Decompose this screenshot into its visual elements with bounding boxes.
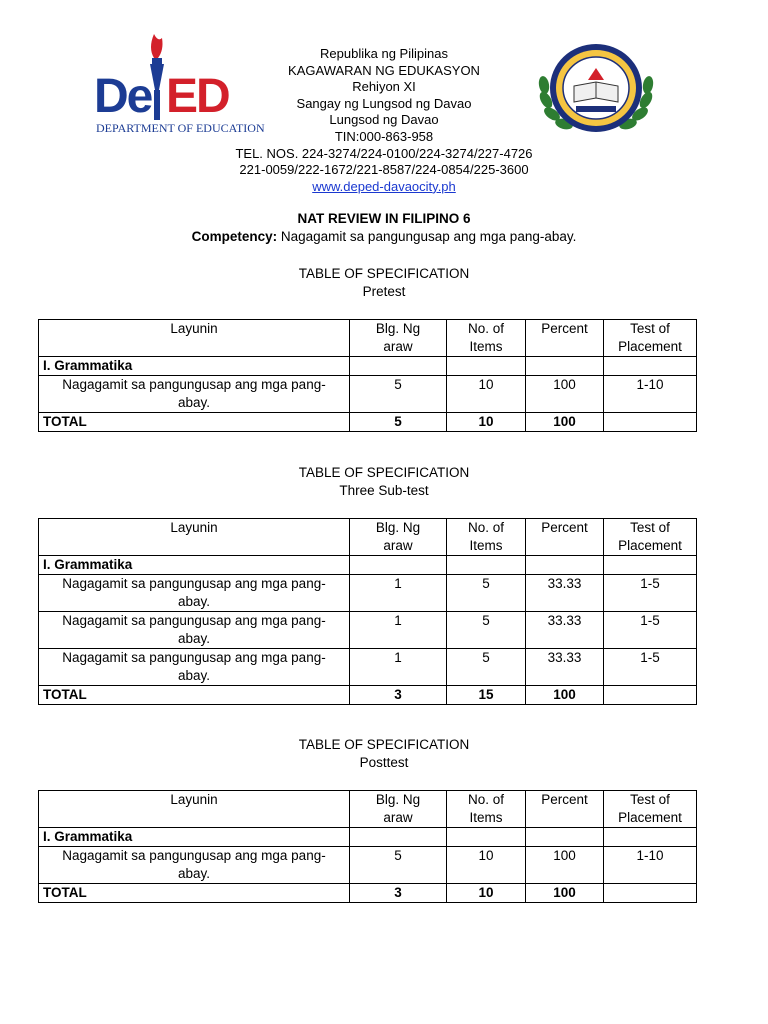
row-layunin: Nagagamit sa pangungusap ang mga pang- abay.: [39, 847, 350, 884]
letterhead-tel-1: TEL. NOS. 224-3274/224-0100/224-3274/227-4726: [235, 145, 533, 161]
total-row: [39, 686, 697, 705]
total-label: TOTAL: [39, 686, 350, 705]
table-row: [39, 847, 697, 884]
table-row: [39, 376, 697, 413]
table-row: [39, 575, 697, 612]
header-percent: Percent: [526, 791, 604, 828]
total-days: 3: [350, 884, 447, 903]
row-placement: 1-10: [604, 376, 697, 413]
letterhead-city: Lungsod ng Davao: [329, 112, 439, 128]
row-placement: 1-5: [604, 612, 697, 649]
header-percent: Percent: [526, 320, 604, 357]
table-header-row: [39, 519, 697, 556]
table-1-heading: [0, 265, 768, 301]
competency-text: Nagagamit sa pangungusap ang mga pang-abay.: [277, 229, 577, 244]
row-percent: 100: [526, 847, 604, 884]
table-3-heading: [0, 736, 768, 772]
header-test-of-placement: Test of Placement: [604, 320, 697, 357]
table-2-title: TABLE OF SPECIFICATION: [298, 465, 470, 480]
row-percent: 33.33: [526, 575, 604, 612]
total-percent: 100: [526, 884, 604, 903]
header-blg-ng-araw: Blg. Ng araw: [350, 791, 447, 828]
section-label: I. Grammatika: [39, 828, 350, 847]
total-label: TOTAL: [39, 413, 350, 432]
competency-line: [0, 228, 768, 246]
section-label: I. Grammatika: [39, 357, 350, 376]
total-label: TOTAL: [39, 884, 350, 903]
header-percent: Percent: [526, 519, 604, 556]
header-test-of-placement: Test of Placement: [604, 791, 697, 828]
table-3-title: TABLE OF SPECIFICATION: [298, 737, 470, 752]
row-days: 5: [350, 847, 447, 884]
total-items: 10: [447, 413, 526, 432]
header-no-of-items: No. of Items: [447, 791, 526, 828]
row-items: 10: [447, 376, 526, 413]
row-layunin: Nagagamit sa pangungusap ang mga pang- abay.: [39, 575, 350, 612]
three-subtest-table: [38, 518, 697, 705]
total-row: [39, 413, 697, 432]
row-items: 5: [447, 575, 526, 612]
table-3-subtitle: Posttest: [359, 755, 409, 770]
total-percent: 100: [526, 686, 604, 705]
table-header-row: [39, 791, 697, 828]
row-layunin: Nagagamit sa pangungusap ang mga pang- abay.: [39, 612, 350, 649]
total-items: 15: [447, 686, 526, 705]
table-1-subtitle: Pretest: [362, 284, 406, 299]
page-title: NAT REVIEW IN FILIPINO 6: [297, 211, 471, 226]
letterhead-department: KAGAWARAN NG EDUKASYON: [288, 62, 480, 78]
letterhead-country: Republika ng Pilipinas: [320, 46, 448, 61]
total-row: [39, 884, 697, 903]
row-placement: 1-10: [604, 847, 697, 884]
logo-subtitle: DEPARTMENT OF EDUCATION: [96, 121, 265, 135]
title-block: [0, 210, 768, 246]
section-row: [39, 828, 697, 847]
competency-label: Competency:: [191, 229, 278, 244]
header-blg-ng-araw: Blg. Ng araw: [350, 519, 447, 556]
row-layunin: Nagagamit sa pangungusap ang mga pang- abay.: [39, 376, 350, 413]
header-layunin: Layunin: [39, 519, 350, 556]
svg-text:De: De: [94, 70, 152, 123]
row-percent: 100: [526, 376, 604, 413]
letterhead-region: Rehiyon XI: [352, 79, 416, 95]
row-days: 1: [350, 649, 447, 686]
table-row: [39, 649, 697, 686]
row-placement: 1-5: [604, 649, 697, 686]
table-2-subtitle: Three Sub-test: [339, 483, 429, 498]
section-row: [39, 357, 697, 376]
table-1-title: TABLE OF SPECIFICATION: [298, 266, 470, 281]
table-2-heading: [0, 464, 768, 500]
letterhead-division: Sangay ng Lungsod ng Davao: [296, 95, 472, 111]
header-no-of-items: No. of Items: [447, 519, 526, 556]
header-blg-ng-araw: Blg. Ng araw: [350, 320, 447, 357]
letterhead-tel-2: 221-0059/222-1672/221-8587/224-0854/225-3600: [239, 162, 529, 178]
header-layunin: Layunin: [39, 320, 350, 357]
posttest-table: [38, 790, 697, 903]
letterhead: [150, 46, 618, 195]
section-row: [39, 556, 697, 575]
total-percent: 100: [526, 413, 604, 432]
table-header-row: [39, 320, 697, 357]
row-days: 1: [350, 575, 447, 612]
pretest-table: [38, 319, 697, 432]
section-label: I. Grammatika: [39, 556, 350, 575]
svg-text:ED: ED: [166, 70, 229, 123]
header-test-of-placement: Test of Placement: [604, 519, 697, 556]
table-row: [39, 612, 697, 649]
total-items: 10: [447, 884, 526, 903]
row-placement: 1-5: [604, 575, 697, 612]
website-link[interactable]: www.deped-davaocity.ph: [312, 178, 456, 194]
total-days: 5: [350, 413, 447, 432]
letterhead-tin: TIN:000-863-958: [334, 128, 434, 144]
row-percent: 33.33: [526, 649, 604, 686]
row-percent: 33.33: [526, 612, 604, 649]
header-layunin: Layunin: [39, 791, 350, 828]
row-layunin: Nagagamit sa pangungusap ang mga pang- abay.: [39, 649, 350, 686]
row-items: 5: [447, 649, 526, 686]
row-days: 5: [350, 376, 447, 413]
header-no-of-items: No. of Items: [447, 320, 526, 357]
row-items: 10: [447, 847, 526, 884]
row-days: 1: [350, 612, 447, 649]
total-days: 3: [350, 686, 447, 705]
row-items: 5: [447, 612, 526, 649]
